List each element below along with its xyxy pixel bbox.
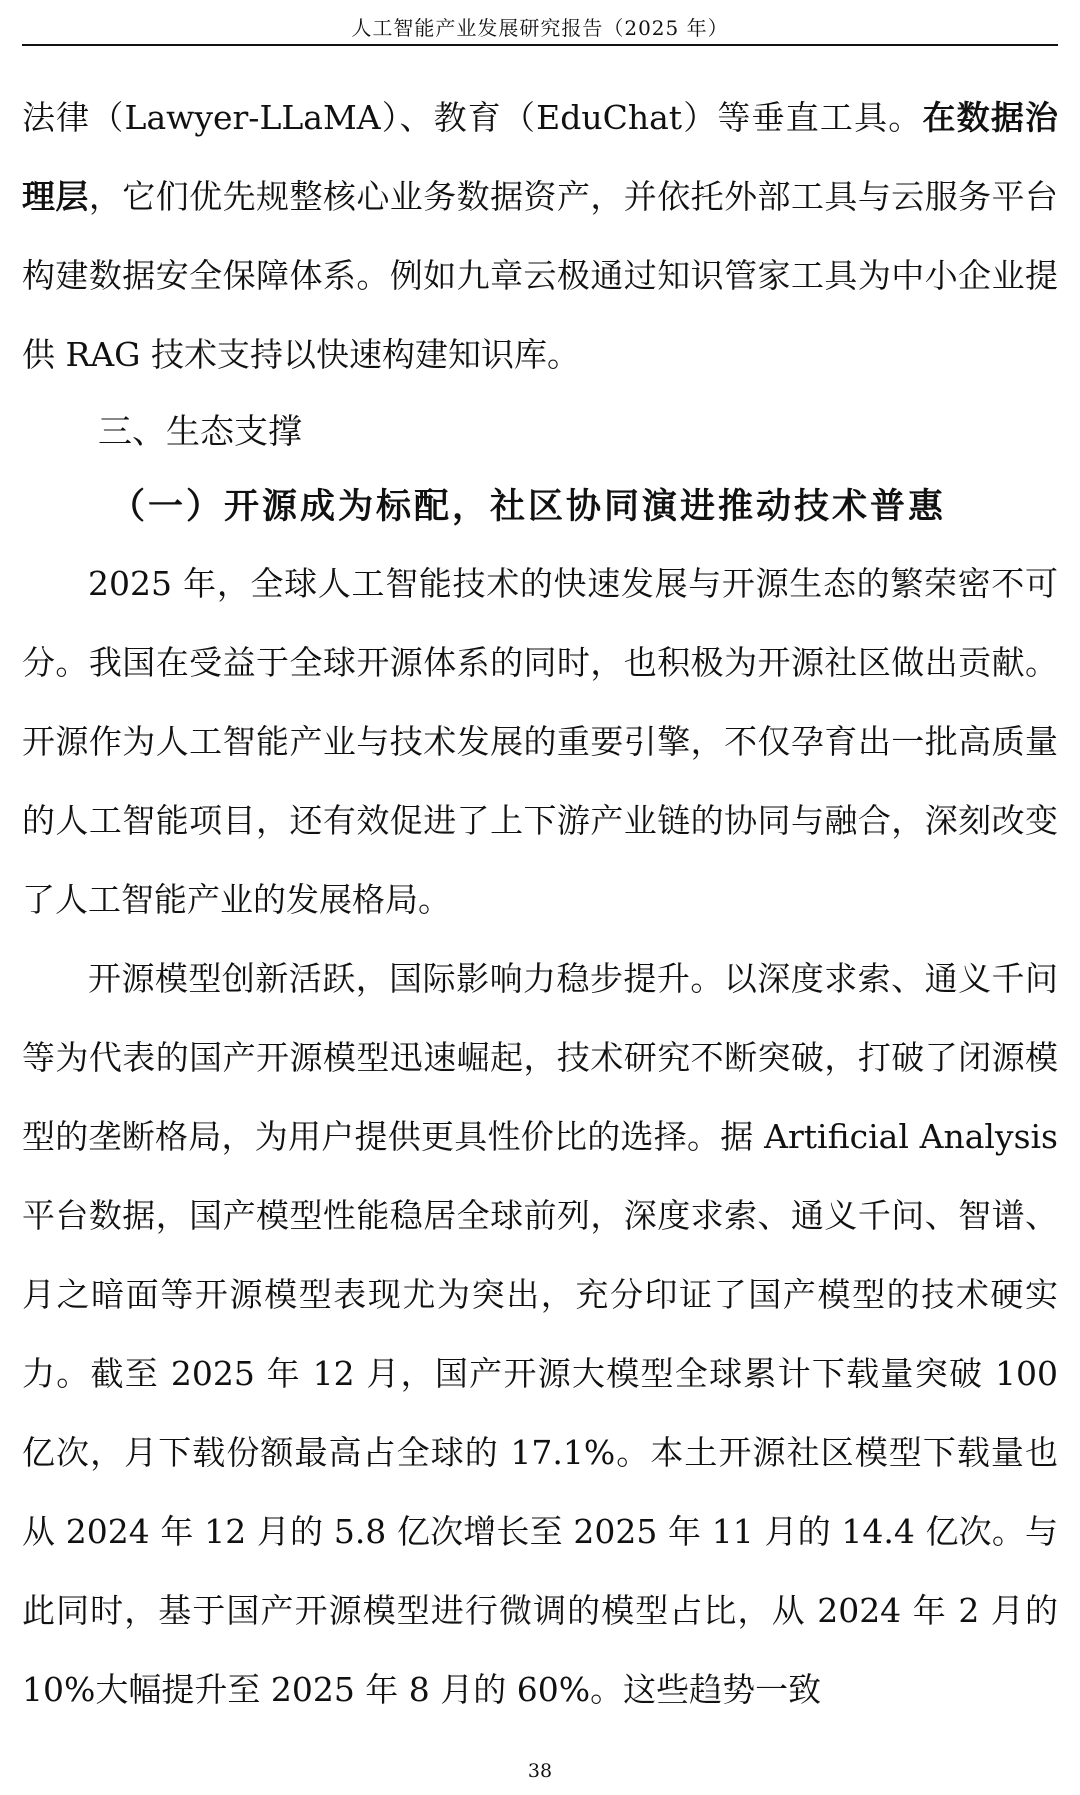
bold-phrase: 在数据治理层 — [22, 98, 1058, 216]
header-divider — [22, 44, 1058, 46]
paragraph-text: ，它们优先规整核心业务数据资产，并依托外部工具与云服务平台构建数据安全保障体系。例如九章云极通过知识管家工具为中小企业提供 RAG 技术支持以快速构建知识库。 — [22, 177, 1059, 374]
body-paragraph: 2025 年，全球人工智能技术的快速发展与开源生态的繁荣密不可分。我国在受益于全球开源体系的同时，也积极为开源社区做出贡献。开源作为人工智能产业与技术发展的重要引擎，不仅孕育出一批高质量的人工智能项目，还有效促进了上下游产业链的协同与融合，深刻改变了人工智能产业的发展格局。 — [22, 564, 1058, 919]
section-heading: 三、生态支撑 — [98, 412, 302, 452]
continued-paragraph — [22, 78, 1058, 394]
subsection-heading: （一）开源成为标配，社区协同演进推动技术普惠 — [110, 487, 947, 527]
page-body — [22, 78, 1058, 1729]
running-header: 人工智能产业发展研究报告（2025 年） — [351, 16, 729, 40]
paragraph-text: 法律（Lawyer-LLaMA）、教育（EduChat）等垂直工具。 — [22, 98, 923, 137]
page-number: 38 — [527, 1760, 553, 1782]
body-paragraph: 开源模型创新活跃，国际影响力稳步提升。以深度求索、通义千问等为代表的国产开源模型迅速崛起，技术研究不断突破，打破了闭源模型的垄断格局，为用户提供更具性价比的选择。据 Artificial Analysis 平台数据，国产模型性能稳居全球前列，深度求索、通义千问、智谱、月之暗面等开源模型表现尤为突出，充分印证了国产模型的技术硬实力。截至 2025 年 12 月，国产开源大模型全球累计下载量突破 100 亿次，月下载份额最高占全球的 17.1%。本土开源社区模型下载量也从 2024 年 12 月的 5.8 亿次增长至 2025 年 11 月的 14.4 亿次。与此同时，基于国产开源模型进行微调的模型占比，从 2024 年 2 月的 10%大幅提升至 2025 年 8 月的 60%。这些趋势一致 — [22, 959, 1058, 1709]
